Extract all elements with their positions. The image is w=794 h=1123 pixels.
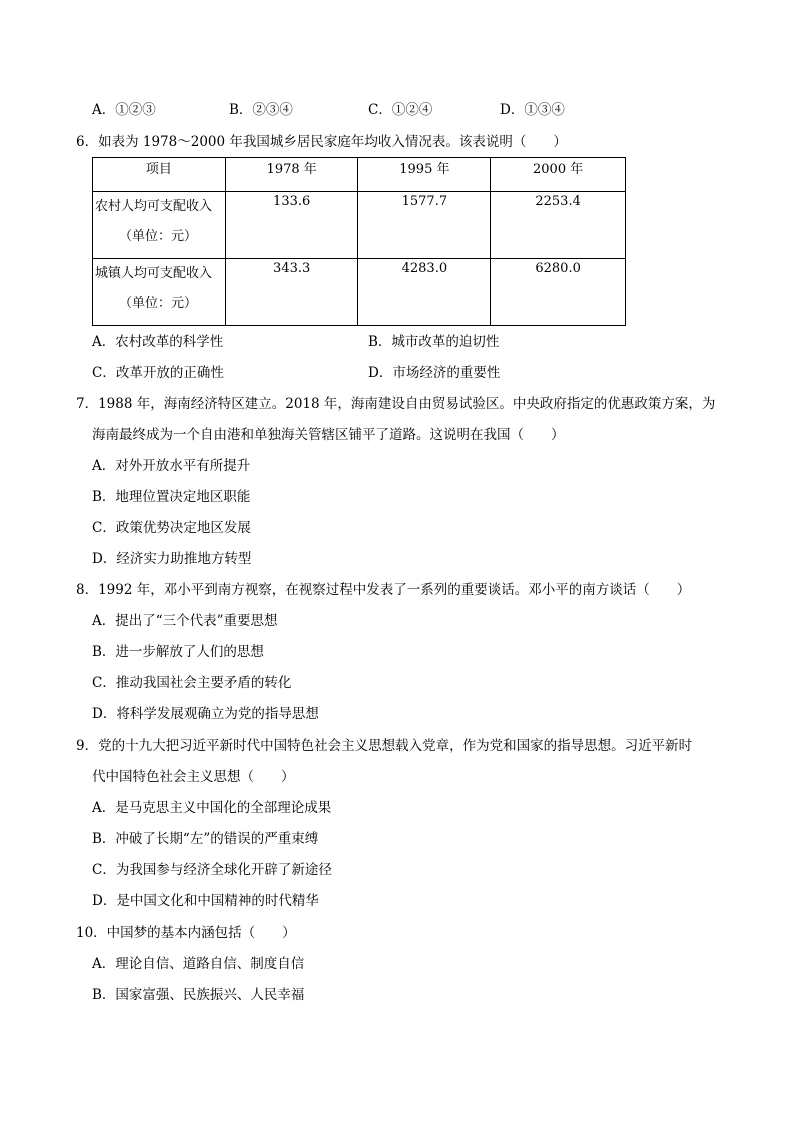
- q5-option-d: D．①③④: [500, 102, 565, 118]
- q8-option-c: C．推动我国社会主要矛盾的转化: [92, 675, 292, 691]
- q7-option-a: A．对外开放水平有所提升: [92, 458, 251, 474]
- table-cell: 2253.4: [491, 192, 626, 259]
- q9-option-b: B．冲破了长期“左”的错误的严重束缚: [92, 831, 319, 847]
- q6-option-c: C．改革开放的正确性: [92, 365, 224, 381]
- q8-option-b: B．进一步解放了人们的思想: [92, 644, 264, 660]
- q7-option-b: B．地理位置决定地区职能: [92, 489, 251, 505]
- q5-option-b: B．②③④: [229, 102, 293, 118]
- q10-option-a: A．理论自信、道路自信、制度自信: [92, 956, 305, 972]
- table-row: [93, 259, 626, 326]
- q7-stem-line2: 海南最终成为一个自由港和单独海关管辖区铺平了道路。这说明在我国（ ）: [92, 427, 565, 443]
- row-label: [93, 259, 226, 326]
- table-cell: 6280.0: [491, 259, 626, 326]
- q8-stem: 8．1992 年，邓小平到南方视察，在视察过程中发表了一系列的重要谈话。邓小平的南方谈话（ ）: [76, 582, 691, 598]
- q6-option-a: A．农村改革的科学性: [92, 334, 224, 350]
- table-cell: 133.6: [225, 192, 358, 259]
- q9-option-a: A．是马克思主义中国化的全部理论成果: [92, 800, 332, 816]
- q6-option-d: D．市场经济的重要性: [368, 365, 501, 381]
- q5-option-c: C．①②④: [368, 102, 433, 118]
- table-row: [93, 192, 626, 259]
- q6-stem: 6．如表为 1978～2000 年我国城乡居民家庭年均收入情况表。该表说明（ ）: [76, 134, 567, 150]
- table-cell: 4283.0: [358, 259, 491, 326]
- row-label-line1: 农村人均可支配收入: [95, 199, 213, 214]
- q9-option-d: D．是中国文化和中国精神的时代精华: [92, 893, 319, 909]
- row-label-line2: （单位：元）: [119, 296, 198, 311]
- row-label-line1: 城镇人均可支配收入: [95, 266, 213, 281]
- q7-stem-line1: 7．1988 年，海南经济特区建立。2018 年，海南建设自由贸易试验区。中央政府指定的优惠政策方案，为: [76, 396, 716, 412]
- q8-option-a: A．提出了“三个代表”重要思想: [92, 613, 278, 629]
- q5-option-a: A．①②③: [92, 102, 156, 118]
- table-cell: 1577.7: [358, 192, 491, 259]
- table-header-row: [93, 158, 626, 192]
- q9-option-c: C．为我国参与经济全球化开辟了新途径: [92, 862, 332, 878]
- table-cell: 343.3: [225, 259, 358, 326]
- table-header-cell: 1995 年: [358, 158, 491, 192]
- q7-option-d: D．经济实力助推地方转型: [92, 551, 252, 567]
- q8-option-d: D．将科学发展观确立为党的指导思想: [92, 706, 319, 722]
- q9-stem-line2: 代中国特色社会主义思想（ ）: [92, 769, 295, 785]
- q7-option-c: C．政策优势决定地区发展: [92, 520, 251, 536]
- income-table: [92, 157, 626, 326]
- q6-option-b: B．城市改革的迫切性: [368, 334, 500, 350]
- row-label: [93, 192, 226, 259]
- table-header-cell: 1978 年: [225, 158, 358, 192]
- table-header-cell: 项目: [93, 158, 226, 192]
- table-header-cell: 2000 年: [491, 158, 626, 192]
- q9-stem-line1: 9．党的十九大把习近平新时代中国特色社会主义思想载入党章，作为党和国家的指导思想。习近平新时: [76, 738, 693, 754]
- q10-stem: 10．中国梦的基本内涵包括（ ）: [76, 925, 296, 941]
- q10-option-b: B．国家富强、民族振兴、人民幸福: [92, 987, 305, 1003]
- row-label-line2: （单位：元）: [119, 229, 198, 244]
